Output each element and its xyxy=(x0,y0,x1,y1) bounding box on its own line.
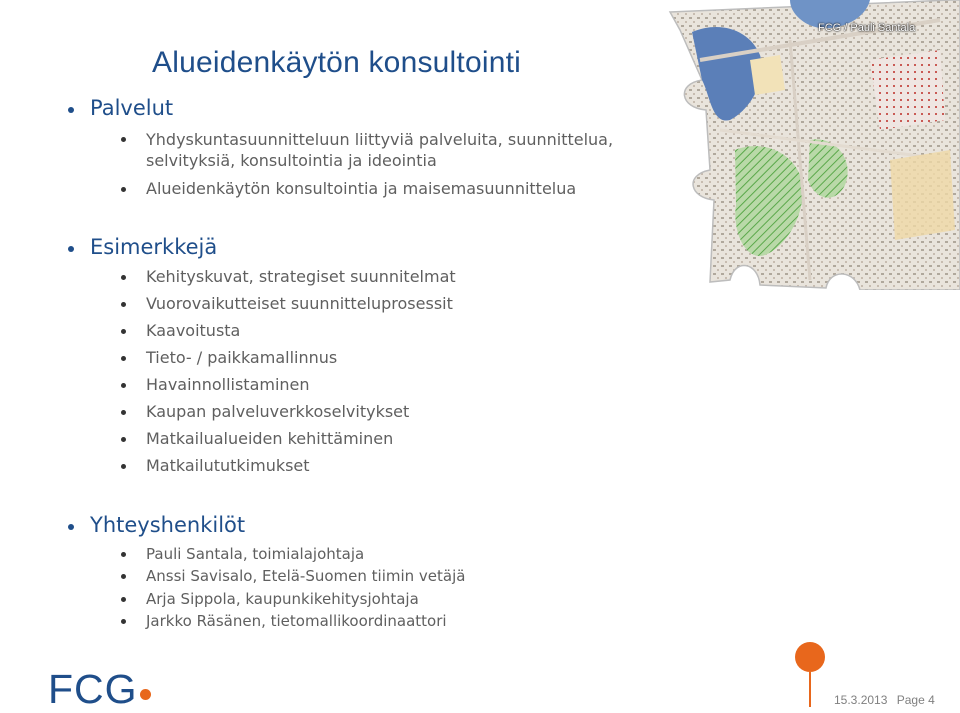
bullet-item: Alueidenkäytön konsultointia ja maisemasuunnittelua xyxy=(146,179,577,198)
logo-dot xyxy=(140,689,151,700)
orange-divider-line xyxy=(809,672,811,707)
contact-item: Pauli Santala, toimialajohtaja xyxy=(146,545,365,563)
contact-item: Anssi Savisalo, Etelä-Suomen tiimin vetäjä xyxy=(146,567,466,585)
section-heading-palvelut: Palvelut xyxy=(90,96,174,120)
footer-date: 15.3.2013 xyxy=(834,693,888,707)
footer-meta xyxy=(834,693,935,707)
contact-item: Arja Sippola, kaupunkikehitysjohtaja xyxy=(146,590,419,608)
slide-title: Alueidenkäytön konsultointi xyxy=(152,46,521,79)
bullet-item: Matkailututkimukset xyxy=(146,456,310,475)
logo-text: FCG xyxy=(48,666,138,712)
orange-circle-decoration xyxy=(795,642,825,672)
fcg-logo xyxy=(48,665,138,713)
image-credit: FCG / Pauli Santala xyxy=(818,22,916,34)
bullet-item: Kaavoitusta xyxy=(146,321,241,340)
contact-item: Jarkko Räsänen, tietomallikoordinaattori xyxy=(146,612,447,630)
bullet-item: Kaupan palveluverkkoselvitykset xyxy=(146,402,410,421)
bullet-item: Vuorovaikutteiset suunnitteluprosessit xyxy=(146,294,453,313)
page-number: Page 4 xyxy=(896,693,935,707)
bullet-item: Tieto- / paikkamallinnus xyxy=(146,348,338,367)
bullet-item: Matkailualueiden kehittäminen xyxy=(146,429,394,448)
bullet-item: Yhdyskuntasuunnitteluun liittyviä palveluita, suunnittelua, selvityksiä, konsultointia ja ideointia xyxy=(146,129,706,171)
bullet-item: Kehityskuvat, strategiset suunnitelmat xyxy=(146,267,456,286)
section-heading-esimerkkeja: Esimerkkejä xyxy=(90,235,218,259)
bullet-item: Havainnollistaminen xyxy=(146,375,310,394)
section-heading-yhteyshenkilot: Yhteyshenkilöt xyxy=(90,513,246,537)
